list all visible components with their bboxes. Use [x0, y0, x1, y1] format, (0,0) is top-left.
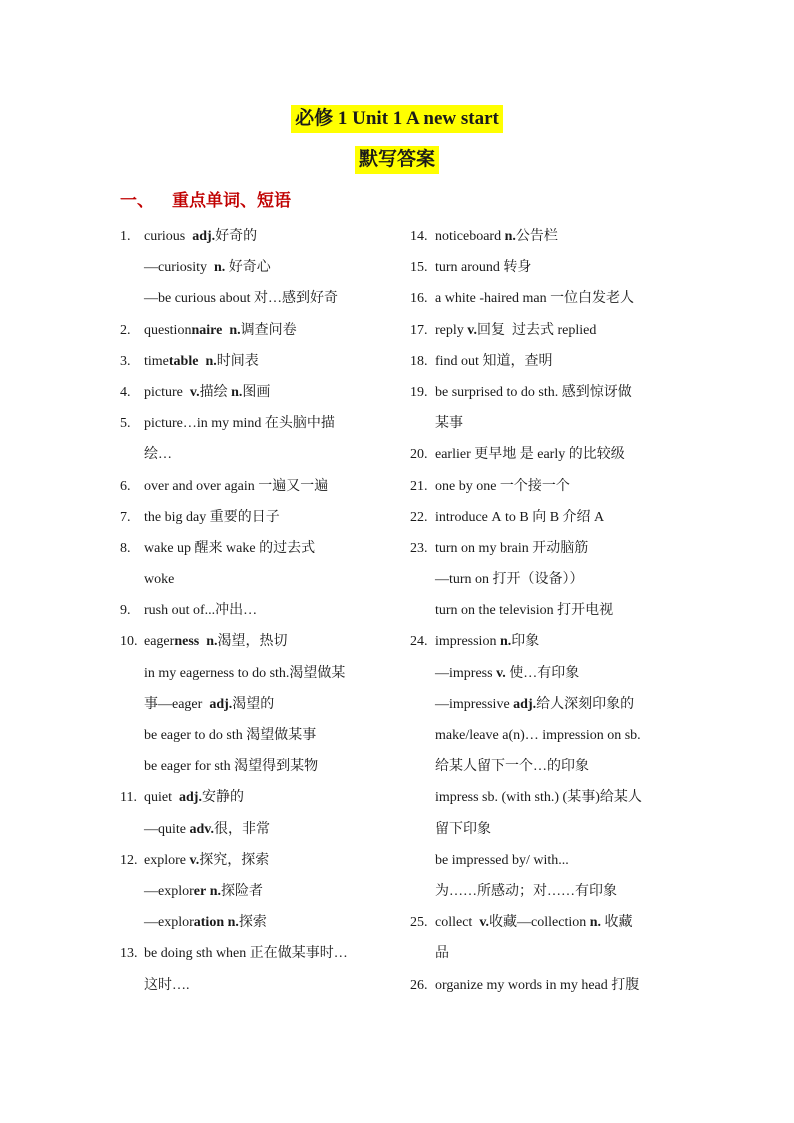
vocab-line: [410, 506, 680, 537]
entry-text: 品: [435, 946, 449, 962]
title-line-2-wrap: [0, 146, 794, 174]
entry-text: —curiosity: [144, 260, 214, 276]
vocab-line: [410, 755, 680, 786]
item-number: 3.: [120, 353, 131, 369]
part-of-speech: adj.: [192, 229, 216, 244]
part-of-speech: v.: [479, 915, 490, 931]
entry-text: —impressive: [435, 696, 514, 712]
vocab-line: [410, 568, 680, 599]
part-of-speech: ness: [174, 634, 200, 650]
entry-text: 公告栏: [515, 229, 558, 244]
section-heading: [120, 189, 291, 213]
vocab-line: [120, 755, 390, 786]
vocab-line: [410, 942, 680, 973]
entry-text: 收藏: [601, 915, 633, 931]
entry-text: a white -haired man 一位白发老人: [435, 291, 635, 307]
entry-text: quiet: [144, 790, 179, 806]
entry-text: 给人深刻印象的: [536, 696, 635, 712]
entry-text: 绘…: [144, 447, 172, 463]
vocab-line: [410, 319, 680, 350]
entry-text: reply: [435, 322, 468, 338]
entry-text: —explor: [144, 915, 194, 931]
part-of-speech: adj.: [209, 696, 233, 712]
section-label: 重点单词、短语: [172, 191, 291, 210]
entry-text: —impress: [435, 665, 497, 681]
entry-text: 这时….: [144, 977, 190, 993]
entry-text: be impressed by/ with...: [435, 852, 569, 868]
vocab-line: [120, 662, 390, 693]
part-of-speech: v.: [189, 852, 200, 868]
entry-text: be surprised to do sth. 感到惊讶做: [435, 384, 632, 400]
item-number: 25.: [410, 915, 428, 931]
item-number: 8.: [120, 540, 131, 556]
entry-text: 收藏—collection: [489, 915, 590, 931]
item-number: 23.: [410, 540, 428, 556]
part-of-speech: table: [168, 353, 199, 369]
vocab-line: [120, 942, 390, 973]
part-of-speech: n.: [589, 915, 602, 931]
entry-text: woke: [144, 572, 175, 588]
entry-text: explore: [144, 852, 190, 868]
vocab-line: [120, 350, 390, 381]
entry-text: earlier 更早地 是 early 的比较级: [435, 447, 625, 463]
entry-text: 安静的: [201, 790, 244, 806]
entry-text: organize my words in my head 打腹: [435, 977, 640, 993]
vocab-line: [410, 256, 680, 287]
vocab-line: [410, 693, 680, 724]
entry-text: 时间表: [216, 353, 259, 369]
item-number: 16.: [410, 291, 428, 307]
entry-text: make/leave a(n)… impression on sb.: [435, 728, 641, 743]
document-subtitle: 默写答案: [355, 146, 439, 174]
item-number: 12.: [120, 852, 138, 868]
item-number: 6.: [120, 478, 131, 494]
vocab-line: [120, 911, 390, 942]
vocab-line: [120, 786, 390, 817]
entry-text: question: [144, 322, 192, 338]
entry-text: over and over again 一遍又一遍: [144, 478, 329, 494]
item-number: 21.: [410, 478, 428, 494]
vocab-line: [410, 599, 680, 630]
entry-text: turn on my brain 开动脑筋: [435, 540, 589, 556]
entry-text: find out 知道，查明: [435, 353, 553, 369]
item-number: 2.: [120, 322, 131, 338]
entry-text: 探究，探索: [199, 852, 270, 868]
part-of-speech: v.: [496, 665, 506, 681]
entry-text: 图画: [242, 384, 271, 400]
entry-text: 很，非常: [214, 821, 271, 837]
vocab-line: [410, 880, 680, 911]
vocab-line: [410, 412, 680, 443]
vocab-line: [120, 225, 390, 256]
vocab-line: [120, 412, 390, 443]
vocab-line: [120, 443, 390, 474]
entry-text: 渴望，热切: [217, 634, 288, 650]
part-of-speech: n.: [205, 353, 217, 369]
entry-text: 回复 过去式 replied: [477, 322, 597, 338]
item-number: 17.: [410, 322, 428, 338]
part-of-speech: adv.: [189, 821, 215, 837]
entry-text: time: [144, 353, 169, 369]
entry-text: collect: [435, 915, 480, 931]
item-number: 5.: [120, 416, 131, 432]
entry-text: curious: [144, 229, 193, 244]
entry-text: one by one 一个接一个: [435, 478, 570, 494]
entry-text: 事—eager: [144, 696, 210, 712]
vocab-line: [410, 287, 680, 318]
entry-text: —explor: [144, 883, 194, 899]
part-of-speech: adj.: [179, 790, 202, 806]
vocab-line: [410, 911, 680, 942]
vocab-line: [410, 786, 680, 817]
entry-text: noticeboard: [435, 229, 505, 244]
part-of-speech: er n.: [193, 883, 221, 899]
entry-text: in my eagerness to do sth.渴望做某: [144, 665, 346, 681]
vocab-line: [120, 537, 390, 568]
entry-text: introduce A to B 向 B 介绍 A: [435, 509, 605, 525]
entry-text: —be curious about 对…感到好奇: [144, 291, 339, 307]
item-number: 10.: [120, 634, 138, 650]
item-number: 11.: [120, 790, 137, 806]
vocab-line: [120, 880, 390, 911]
item-number: 19.: [410, 384, 428, 400]
vocab-line: [120, 818, 390, 849]
vocab-line: [120, 599, 390, 630]
entry-text: turn on the television 打开电视: [435, 603, 614, 619]
entry-text: —quite: [144, 821, 190, 837]
vocab-line: [410, 818, 680, 849]
vocab-line: [120, 630, 390, 661]
entry-text: be eager for sth 渴望得到某物: [144, 759, 319, 775]
vocab-line: [410, 849, 680, 880]
entry-text: 探险者: [220, 883, 263, 899]
entry-text: 某事: [435, 416, 463, 432]
part-of-speech: v.: [189, 384, 200, 400]
vocab-line: [120, 256, 390, 287]
entry-text: be doing sth when 正在做某事时…: [144, 946, 348, 962]
entry-text: the big day 重要的日子: [144, 509, 280, 525]
entry-text: eager: [144, 634, 175, 650]
vocab-line: [410, 350, 680, 381]
item-number: 15.: [410, 260, 428, 276]
vocab-line: [120, 381, 390, 412]
entry-text: be eager to do sth 渴望做某事: [144, 728, 317, 743]
entry-text: impress sb. (with sth.) (某事)给某人: [435, 790, 642, 806]
vocab-line: [410, 537, 680, 568]
document-title: 必修 1 Unit 1 A new start: [291, 105, 503, 133]
entry-text: 调查问卷: [240, 322, 297, 338]
vocab-line: [120, 506, 390, 537]
entry-text: 渴望的: [232, 696, 275, 712]
vocab-line: [410, 724, 680, 755]
vocab-line: [410, 381, 680, 412]
section-number: 一、: [120, 191, 154, 210]
vocab-line: [120, 287, 390, 318]
vocab-line: [410, 662, 680, 693]
vocab-line: [120, 974, 390, 1005]
item-number: 14.: [410, 229, 428, 244]
part-of-speech: n.: [504, 229, 516, 244]
entry-text: 留下印象: [435, 821, 491, 837]
vocab-line: [120, 319, 390, 350]
vocab-line: [410, 630, 680, 661]
item-number: 1.: [120, 229, 131, 244]
vocab-line: [410, 225, 680, 256]
entry-text: wake up 醒来 wake 的过去式: [144, 540, 316, 556]
entry-text: 印象: [511, 634, 540, 650]
entry-text: 描绘: [199, 384, 232, 400]
vocab-line: [120, 724, 390, 755]
item-number: 22.: [410, 509, 428, 525]
entry-text: picture: [144, 384, 190, 400]
title-line-1-wrap: [0, 105, 794, 133]
part-of-speech: adj.: [513, 696, 537, 712]
part-of-speech: n.: [214, 260, 226, 276]
item-number: 4.: [120, 384, 131, 400]
entry-text: 使…有印象: [505, 665, 580, 681]
part-of-speech: n.: [499, 634, 512, 650]
part-of-speech: v.: [467, 322, 477, 338]
item-number: 9.: [120, 603, 131, 619]
item-number: 24.: [410, 634, 428, 650]
part-of-speech: naire: [191, 322, 223, 338]
entry-text: 好奇心: [225, 260, 271, 276]
entry-text: rush out of...冲出…: [144, 603, 258, 619]
vocab-line: [120, 693, 390, 724]
item-number: 20.: [410, 447, 428, 463]
vocab-line: [410, 443, 680, 474]
vocab-line: [120, 475, 390, 506]
item-number: 13.: [120, 946, 138, 962]
entry-text: 给某人留下一个…的印象: [435, 759, 589, 775]
part-of-speech: n.: [229, 322, 241, 338]
vocab-line: [410, 475, 680, 506]
item-number: 7.: [120, 509, 131, 525]
entry-text: 为……所感动；对……有印象: [435, 883, 617, 899]
part-of-speech: ation n.: [193, 915, 239, 931]
vocab-line: [120, 849, 390, 880]
item-number: 26.: [410, 977, 428, 993]
part-of-speech: n.: [206, 634, 218, 650]
vocab-column-right: [410, 225, 680, 1005]
entry-text: —turn on 打开（设备））: [435, 572, 584, 588]
entry-text: 探索: [238, 915, 267, 931]
entry-text: impression: [435, 634, 500, 650]
entry-text: 好奇的: [215, 229, 258, 244]
entry-text: turn around 转身: [435, 260, 532, 276]
entry-text: picture…in my mind 在头脑中描: [144, 416, 335, 432]
part-of-speech: n.: [231, 384, 243, 400]
vocab-column-left: [120, 225, 390, 1005]
vocab-line: [410, 974, 680, 1005]
item-number: 18.: [410, 353, 428, 369]
vocab-line: [120, 568, 390, 599]
